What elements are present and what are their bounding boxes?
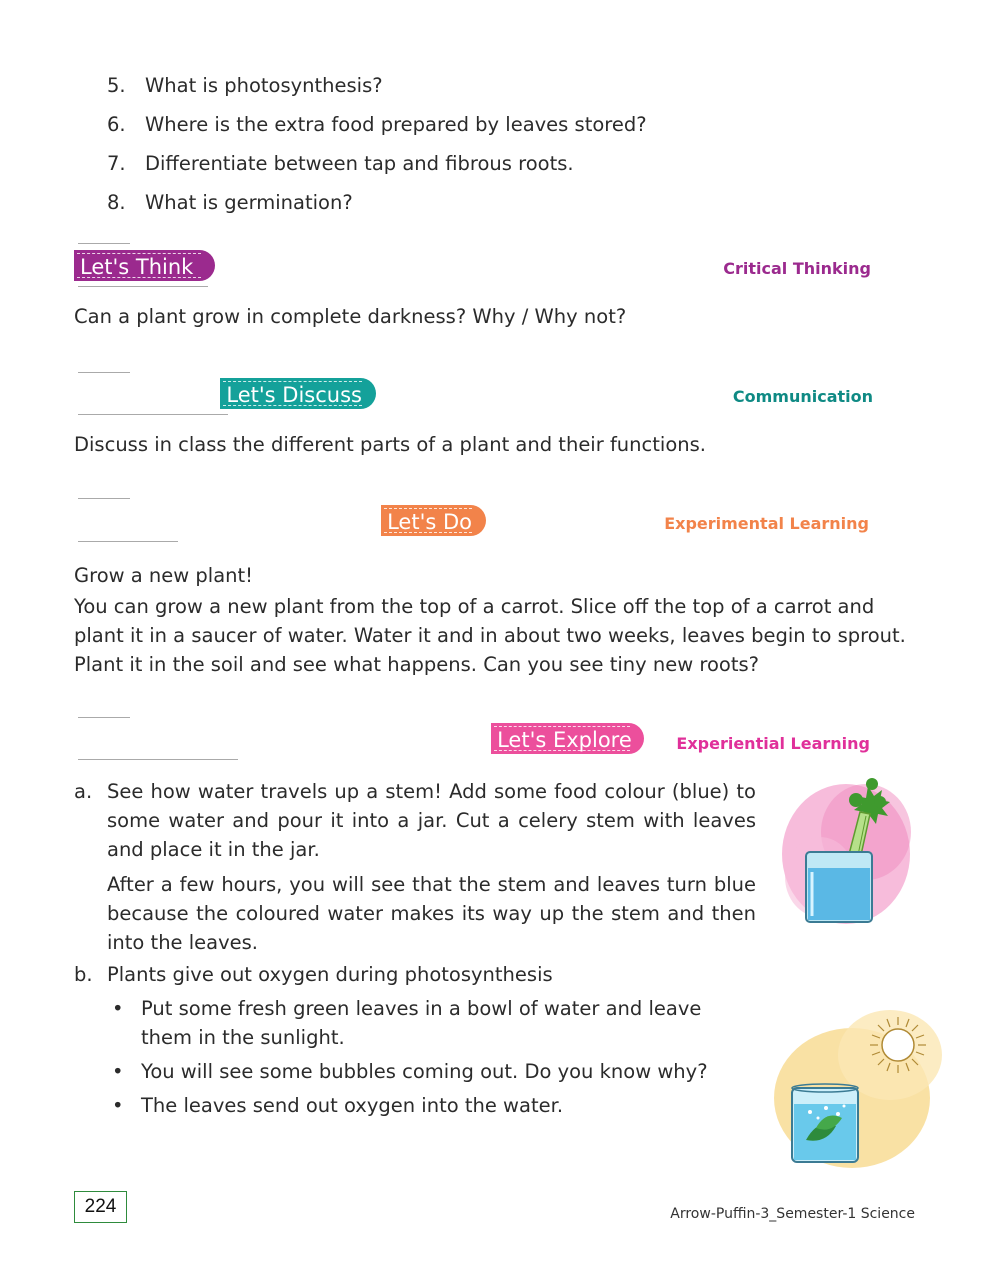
- lets-discuss-tab: Let's Discuss: [220, 378, 376, 409]
- list-item: • Put some fresh green leaves in a bowl of water and leave them in the sunlight.: [107, 994, 756, 1052]
- question-item: 5. What is photosynthesis?: [107, 74, 383, 97]
- item-marker: b.: [74, 963, 93, 986]
- tab-decor-line: [78, 372, 130, 373]
- question-item: 8. What is germination?: [107, 191, 353, 214]
- list-item: • The leaves send out oxygen into the water.: [107, 1091, 756, 1120]
- tab-decor-line: [78, 414, 228, 415]
- item-marker: a.: [74, 780, 93, 803]
- tab-decor-line: [78, 717, 130, 718]
- explore-b-bullets: [107, 994, 756, 1120]
- explore-item-b: [74, 960, 756, 1125]
- tab-decor-line: [78, 541, 178, 542]
- lets-do-tab: Let's Do: [381, 505, 486, 536]
- communication-label: Communication: [732, 387, 873, 406]
- experimental-learning-label: Experimental Learning: [664, 514, 869, 533]
- question-list: [107, 66, 647, 222]
- explore-b-text: Plants give out oxygen during photosynthesis: [107, 963, 553, 986]
- lets-explore-tab: Let's Explore: [491, 723, 644, 754]
- do-text: You can grow a new plant from the top of a carrot. Slice off the top of a carrot and plant it in a saucer of water. Water it and in about two weeks, leaves begin to sprout. Plant it in the soil and see what happens. Can you see tiny new roots?: [74, 595, 906, 676]
- lets-think-tab: Let's Think: [74, 250, 215, 281]
- explore-item-a: [74, 777, 756, 957]
- tab-decor-line: [78, 759, 238, 760]
- tab-decor-line: [78, 286, 208, 287]
- footer-book-title: Arrow-Puffin-3_Semester-1 Science: [670, 1206, 915, 1222]
- leaves-in-water-under-sun-illustration: [770, 1000, 946, 1172]
- tab-decor-line: [78, 243, 130, 244]
- discuss-text: Discuss in class the different parts of a plant and their functions.: [74, 433, 706, 456]
- experiential-learning-label: Experiential Learning: [676, 734, 870, 753]
- list-item: • You will see some bubbles coming out. Do you know why?: [107, 1057, 756, 1086]
- celery-in-blue-water-illustration: [776, 772, 918, 928]
- critical-thinking-label: Critical Thinking: [723, 259, 871, 278]
- question-item: 7. Differentiate between tap and fibrous roots.: [107, 152, 574, 175]
- question-item: 6. Where is the extra food prepared by leaves stored?: [107, 113, 647, 136]
- do-intro: Grow a new plant!: [74, 564, 253, 587]
- explore-a-text2: After a few hours, you will see that the stem and leaves turn blue because the coloured water makes its way up the stem and then into the leaves.: [107, 873, 756, 954]
- explore-a-text1: See how water travels up a stem! Add some food colour (blue) to some water and pour it into a jar. Cut a celery stem with leaves and place it in the jar.: [107, 780, 756, 861]
- page-number: 224: [74, 1191, 127, 1223]
- think-question: Can a plant grow in complete darkness? Why / Why not?: [74, 305, 627, 328]
- tab-decor-line: [78, 498, 130, 499]
